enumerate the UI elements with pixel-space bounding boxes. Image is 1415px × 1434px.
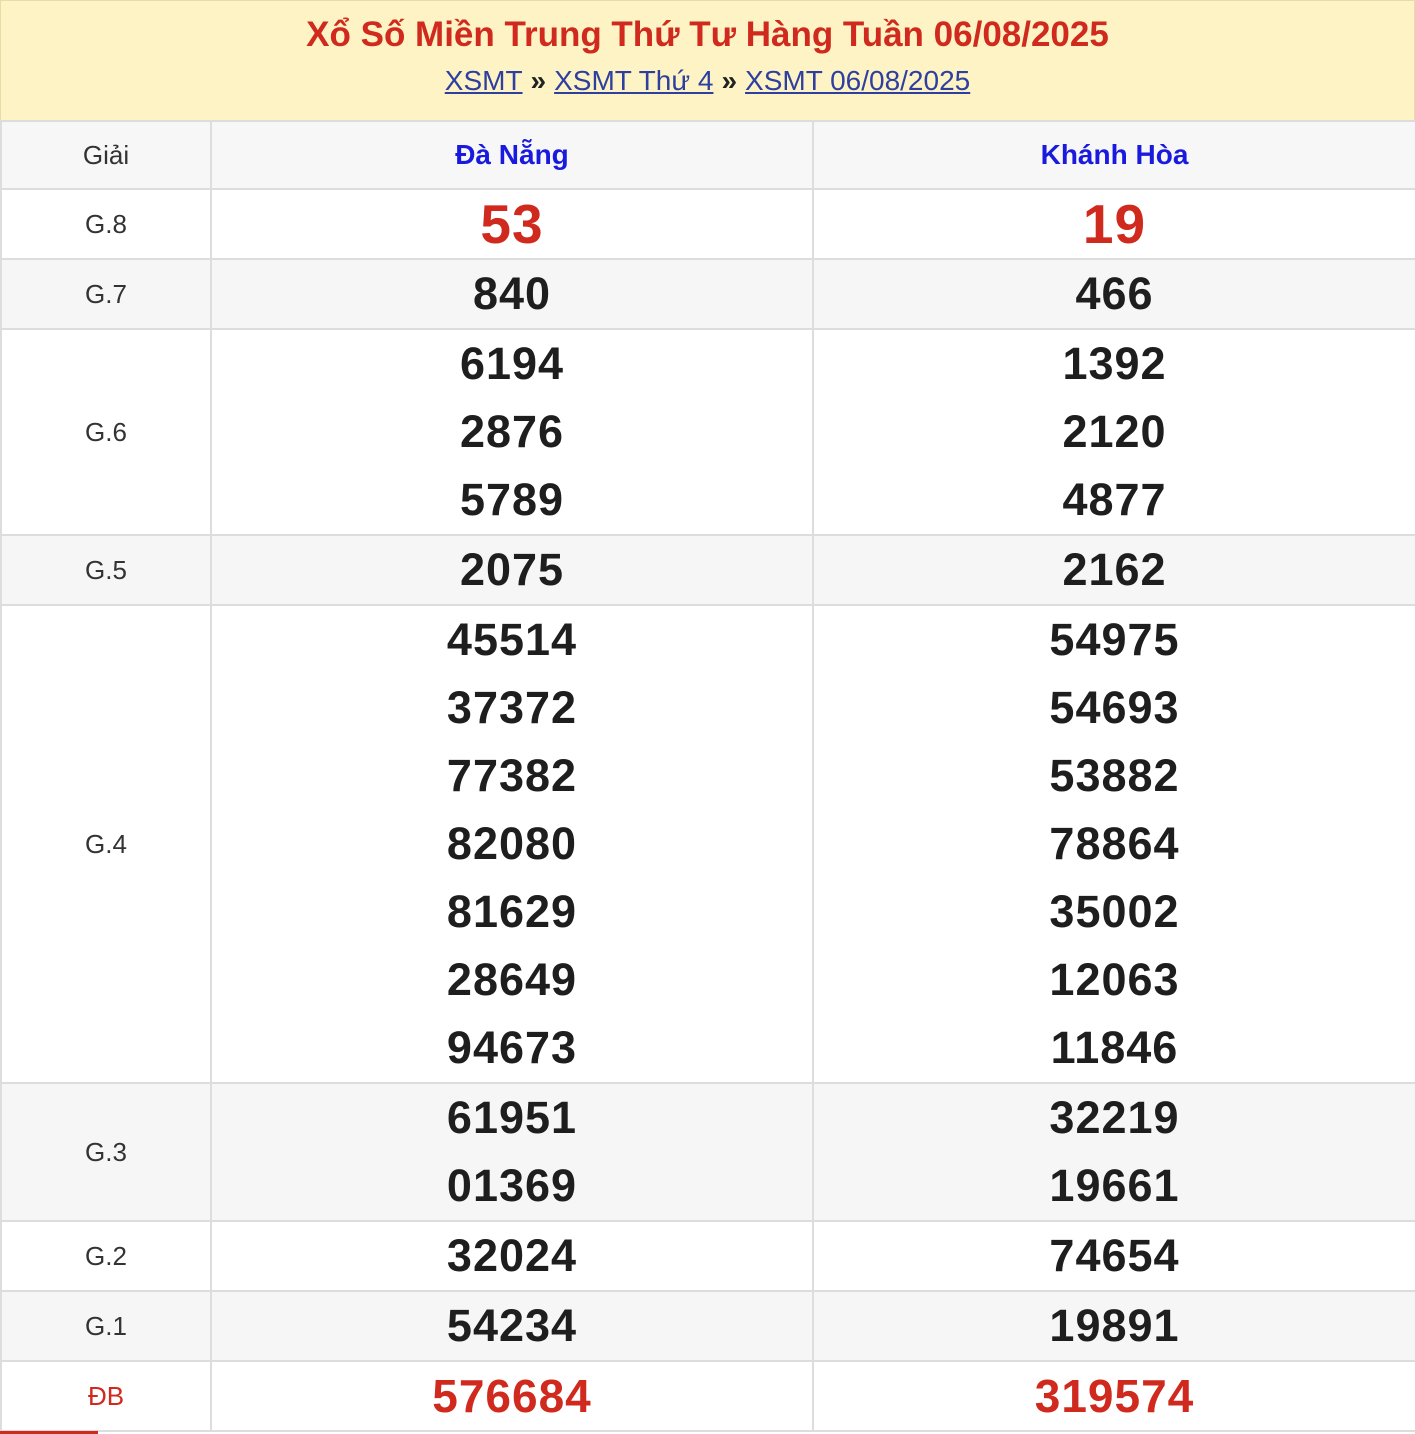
lottery-number: 576684 <box>432 1370 592 1422</box>
province-header-da-nang[interactable]: Đà Nẵng <box>211 121 813 189</box>
prize-label: G.5 <box>1 535 211 605</box>
lottery-number: 77382 <box>446 750 578 801</box>
lottery-number: 78864 <box>1049 818 1180 869</box>
lottery-number: 32219 <box>1049 1092 1180 1143</box>
table-header-row <box>1 121 1415 189</box>
lottery-number: 319574 <box>1034 1370 1195 1422</box>
prize-label: G.7 <box>1 259 211 329</box>
lottery-number: 28649 <box>446 954 578 1005</box>
table-row <box>1 1083 1415 1221</box>
result-cell-khanh-hoa <box>813 535 1415 605</box>
lottery-number: 54234 <box>446 1300 578 1351</box>
breadcrumb-separator: » <box>530 65 547 96</box>
prize-label: G.1 <box>1 1291 211 1361</box>
lottery-number: 466 <box>1075 268 1154 319</box>
result-cell-da-nang <box>211 259 813 329</box>
result-cell-khanh-hoa <box>813 189 1415 259</box>
breadcrumb-link-xsmt[interactable]: XSMT <box>444 65 523 96</box>
prize-label: G.2 <box>1 1221 211 1291</box>
lottery-number: 94673 <box>446 1022 578 1073</box>
result-cell-khanh-hoa <box>813 1361 1415 1431</box>
results-header <box>0 0 1415 120</box>
lottery-number: 2162 <box>1062 544 1167 595</box>
table-row <box>1 1361 1415 1431</box>
lottery-number: 2075 <box>459 544 565 595</box>
lottery-number: 12063 <box>1049 954 1180 1005</box>
lottery-number: 6194 <box>459 338 565 389</box>
lottery-number: 53 <box>480 193 544 255</box>
result-cell-khanh-hoa <box>813 1083 1415 1221</box>
lottery-number: 54975 <box>1049 614 1180 665</box>
result-cell-khanh-hoa <box>813 1291 1415 1361</box>
prize-label: G.4 <box>1 605 211 1083</box>
result-cell-da-nang <box>211 1361 813 1431</box>
lottery-number: 5789 <box>459 474 565 525</box>
lottery-number: 01369 <box>446 1160 578 1211</box>
lottery-number: 53882 <box>1049 750 1180 801</box>
lottery-number: 11846 <box>1050 1022 1179 1073</box>
lottery-number: 19891 <box>1049 1300 1180 1351</box>
lottery-number: 37372 <box>446 682 578 733</box>
lottery-number: 19661 <box>1049 1160 1180 1211</box>
lottery-number: 54693 <box>1049 682 1180 733</box>
result-cell-da-nang <box>211 605 813 1083</box>
breadcrumb <box>1 65 1414 97</box>
table-row <box>1 329 1415 535</box>
result-cell-da-nang <box>211 1221 813 1291</box>
lottery-number: 2120 <box>1062 406 1167 457</box>
page-title: Xổ Số Miền Trung Thứ Tư Hàng Tuần 06/08/2025 <box>306 15 1109 54</box>
result-cell-khanh-hoa <box>813 1221 1415 1291</box>
lottery-number: 45514 <box>446 614 578 665</box>
lottery-number: 82080 <box>446 818 578 869</box>
result-cell-da-nang <box>211 1291 813 1361</box>
result-cell-da-nang <box>211 1083 813 1221</box>
result-cell-khanh-hoa <box>813 259 1415 329</box>
breadcrumb-link-xsmt-thu-4[interactable]: XSMT Thứ 4 <box>554 65 714 96</box>
table-row <box>1 1221 1415 1291</box>
lottery-number: 81629 <box>446 886 578 937</box>
result-cell-da-nang <box>211 535 813 605</box>
province-header-khanh-hoa[interactable]: Khánh Hòa <box>813 121 1415 189</box>
result-cell-khanh-hoa <box>813 329 1415 535</box>
lottery-number: 840 <box>472 268 552 319</box>
prize-label: G.6 <box>1 329 211 535</box>
lottery-number: 61951 <box>446 1092 578 1143</box>
prize-label: G.3 <box>1 1083 211 1221</box>
lottery-number: 35002 <box>1049 886 1180 937</box>
prize-label: ĐB <box>1 1361 211 1431</box>
prize-column-header: Giải <box>1 121 211 189</box>
lottery-number: 74654 <box>1049 1230 1180 1281</box>
table-row <box>1 259 1415 329</box>
lottery-number: 19 <box>1082 193 1147 255</box>
lottery-number: 1392 <box>1062 338 1167 389</box>
breadcrumb-link-xsmt-date[interactable]: XSMT 06/08/2025 <box>745 65 971 96</box>
lottery-number: 4877 <box>1062 474 1167 525</box>
result-cell-khanh-hoa <box>813 605 1415 1083</box>
lottery-number: 32024 <box>446 1230 578 1281</box>
lottery-number: 2876 <box>459 406 565 457</box>
table-row <box>1 535 1415 605</box>
prize-label: G.8 <box>1 189 211 259</box>
result-cell-da-nang <box>211 189 813 259</box>
results-table <box>0 120 1415 1432</box>
table-row <box>1 1291 1415 1361</box>
table-row <box>1 605 1415 1083</box>
breadcrumb-separator: » <box>721 65 738 96</box>
table-row <box>1 189 1415 259</box>
result-cell-da-nang <box>211 329 813 535</box>
